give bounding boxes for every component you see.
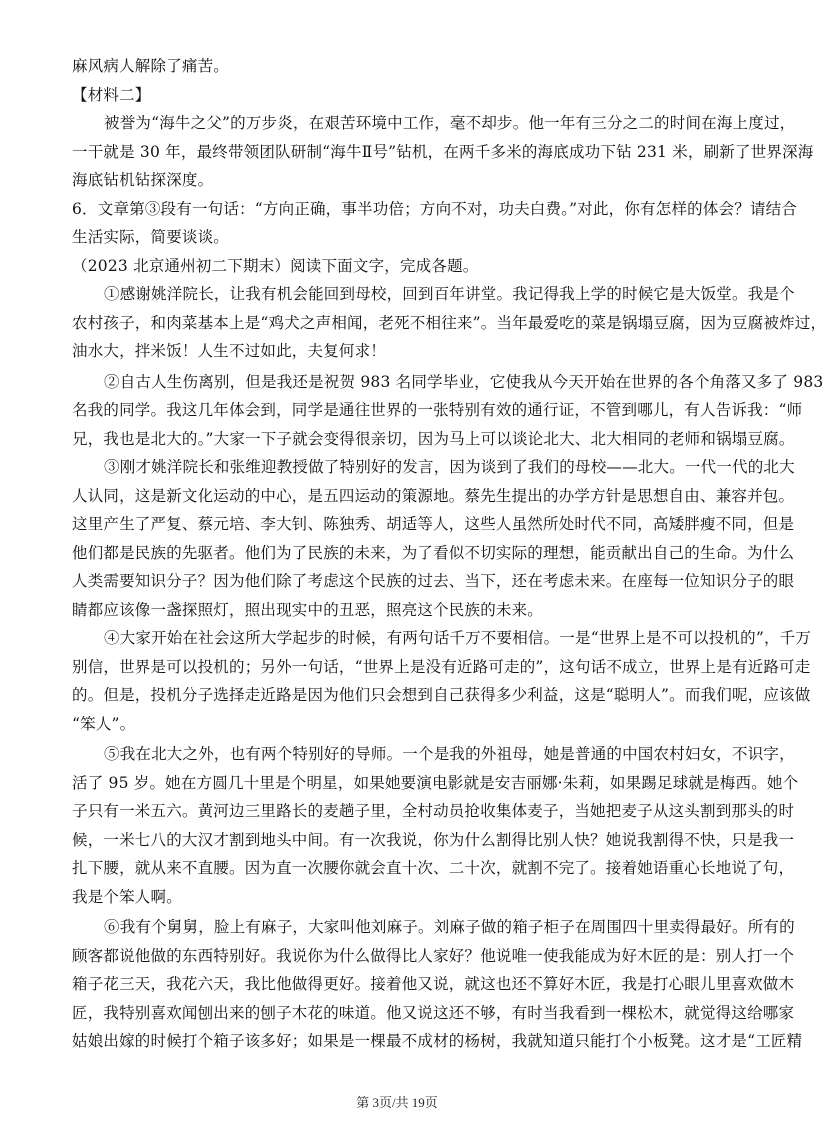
text-line: 海底钻机钻探深度。 (72, 171, 214, 189)
text-line: 我是个笨人啊。 (72, 887, 182, 906)
text-line: 睛都应该像一盏探照灯，照出现实中的丑恶，照亮这个民族的未来。 (72, 600, 544, 619)
text-line: 箱子花三天，我花六天，我比他做得更好。接着他又说，就这也还不算好木匠，我是打心眼儿里喜欢做木 (72, 975, 795, 993)
text-line: ③刚才姚洋院长和张维迎教授做了特别好的发言，因为谈到了我们的母校——北大。一代一代的北大 (104, 458, 795, 476)
text-line: 他们都是民族的先驱者。他们为了民族的未来，为了看似不切实际的理想，能贡献出自己的生命。为什么 (72, 543, 795, 562)
text-line: 名我的同学。我这几年体会到，同学是通往世界的一张特别有效的通行证，不管到哪儿，有人告诉我：“师 (72, 401, 803, 419)
text-line: 人类需要知识分子？因为他们除了考虑这个民族的过去、当下，还在考虑未来。在座每一位知识分子的眼 (72, 572, 795, 590)
document-page (72, 52, 826, 1056)
text-line: 别信，世界是可以投机的；另外一句话，“世界上是没有近路可走的”，这句话不成立，世界上是有近路可走 (72, 657, 811, 676)
text-line: 顾客都说他做的东西特别好。我说你为什么做得比人家好？他说唯一使我能成为好木匠的是：别人打一个 (72, 946, 795, 965)
text-line: ④大家开始在社会这所大学起步的时候，有两句话千万不要相信。一是“世界上是不可以投机的”，千万 (104, 629, 812, 647)
text-line: 这里产生了严复、蔡元培、李大钊、陈独秀、胡适等人，这些人虽然所处时代不同，高矮胖瘦不同，但是 (72, 515, 795, 533)
text-line: “笨人”。 (72, 714, 136, 733)
text-line: 麻风病人解除了痛苦。 (72, 57, 230, 75)
text-line: 扎下腰，就从来不直腰。因为直一次腰你就会直十次、二十次，就割不完了。接着她语重心长地说了句， (72, 859, 795, 877)
text-line: 姑娘出嫁的时候打个箱子该多好；如果是一棵最不成材的杨树，我就知道只能打个小板凳。这才是“工匠精 (72, 1032, 803, 1050)
text-line: 油水大，拌米饭！人生不过如此，夫复何求！ (72, 342, 387, 360)
text-line: 人认同，这是新文化运动的中心，是五四运动的策源地。蔡先生提出的办学方针是思想自由、兼容并包。 (72, 486, 795, 505)
text-line: 活了 95 岁。她在方圆几十里是个明星，如果她要演电影就是安吉丽娜·朱莉，如果踢足球就是梅西。她个 (72, 773, 799, 792)
text-line: 被誉为“海牛之父”的万步炎，在艰苦环境中工作，毫不却步。他一年有三分之二的时间在海上度过， (104, 114, 796, 132)
text-line: ⑤我在北大之外，也有两个特别好的导师。一个是我的外祖母，她是普通的中国农村妇女，不识字， (104, 745, 795, 763)
text-line: 候，一米七八的大汉才割到地头中间。有一次我说，你为什么割得比别人快？她说我割得不快，只是我一 (72, 830, 795, 849)
text-line: ①感谢姚洋院长，让我有机会能回到母校，回到百年讲堂。我记得我上学的时候它是大饭堂。我是个 (104, 285, 795, 303)
question-line: 6．文章第③段有一句话：“方向正确，事半功倍；方向不对，功夫白费。”对此，你有怎样的体会？请结合 (72, 199, 798, 218)
text-line: ②自古人生伤离别，但是我还是祝贺 983 名同学毕业，它使我从今天开始在世界的各个角落又多了 983 (104, 372, 824, 391)
text-line: 子只有一米五六。黄河边三里路长的麦趟子里，全村动员抢收集体麦子，当她把麦子从这头割到那头的时 (72, 802, 795, 820)
text-line: 的。但是，投机分子选择走近路是因为他们只会想到自己获得多少利益，这是“聪明人”。而我们呢，应该做 (72, 686, 811, 704)
text-line: 农村孩子，和肉菜基本上是“鸡犬之声相闻，老死不相往来”。当年最爱吃的菜是锅塌豆腐，因为豆腐被炸过， (72, 313, 826, 332)
source-line: （2023 北京通州初二下期末）阅读下面文字，完成各题。 (72, 256, 479, 275)
text-line: 匠，我特别喜欢闻刨出来的刨子木花的味道。他又说这还不够，有时当我看到一棵松木，就觉得这给哪家 (72, 1003, 795, 1022)
text-line: 一干就是 30 年，最终带领团队研制“海牛Ⅱ号”钻机，在两千多米的海底成功下钻 231 米，刷新了世界深海 (72, 142, 814, 161)
question-line: 生活实际，简要谈谈。 (72, 228, 230, 246)
page-number: 第 3页/共 19页 (356, 1095, 438, 1110)
text-line: ⑥我有个舅舅，脸上有麻子，大家叫他刘麻子。刘麻子做的箱子柜子在周围四十里卖得最好。所有的 (104, 918, 795, 936)
section-heading: 【材料二】 (72, 85, 151, 104)
text-line: 兄，我也是北大的。”大家一下子就会变得很亲切，因为马上可以谈论北大、北大相同的老师和锅塌豆腐。 (72, 429, 795, 448)
